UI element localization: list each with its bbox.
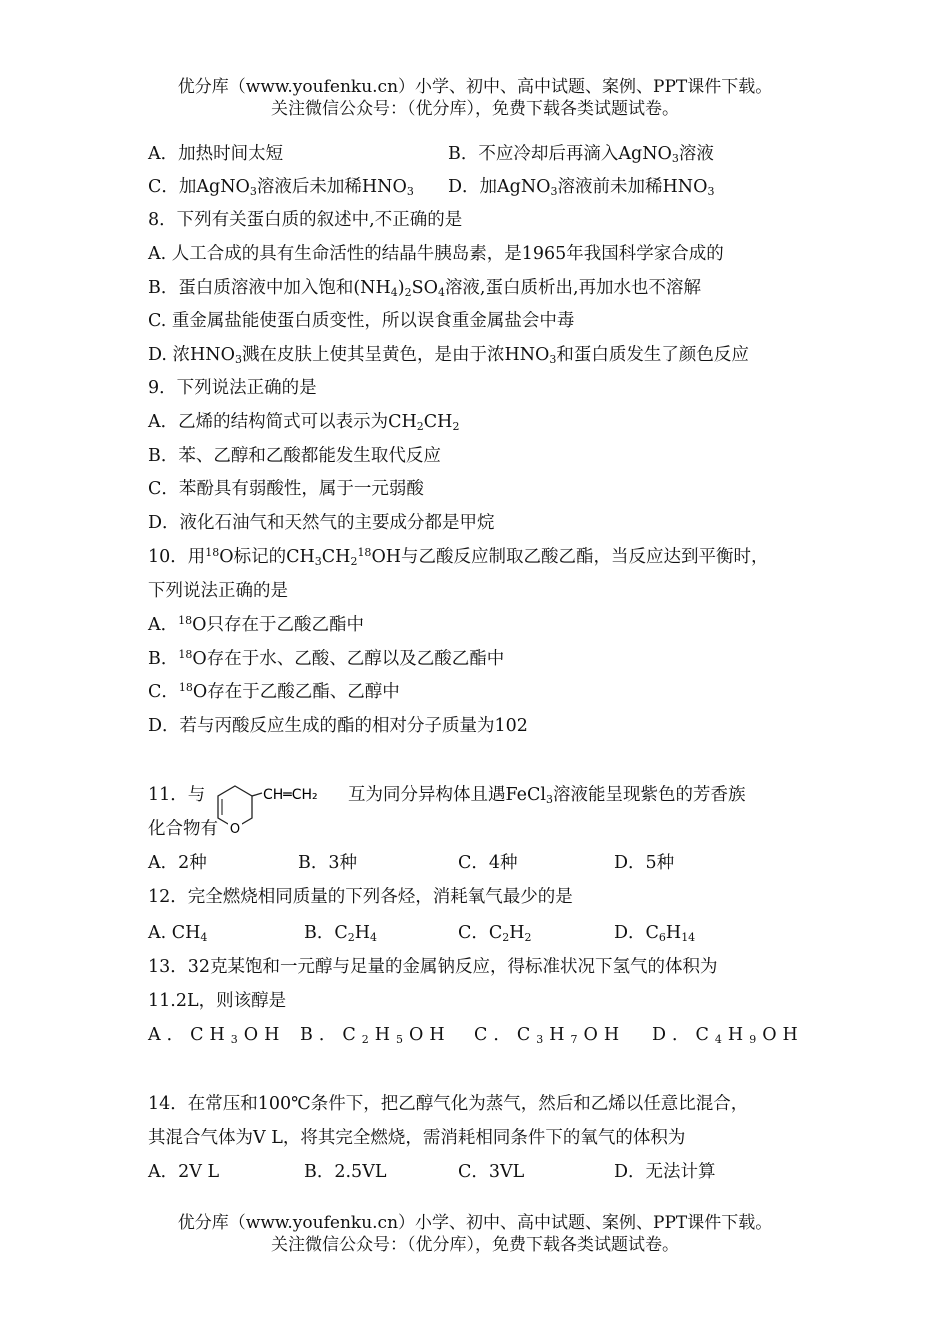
q11-option-c: C．4种 — [458, 853, 518, 873]
q14-stem-line-2: 其混合气体为V L，将其完全燃烧，需消耗相同条件下的氧气的体积为 — [148, 1128, 686, 1148]
q10-stem-line-2: 下列说法正确的是 — [148, 581, 288, 601]
q13-option-b: B．$C_2H_5OH$ — [300, 1025, 451, 1046]
q12-option-c: C．$C_2H_2$ — [458, 923, 532, 944]
q13-option-a: A．$CH_3OH$ — [148, 1025, 286, 1046]
q10-option-a: A．$^{18}$O只存在于乙酸乙酯中 — [148, 614, 364, 635]
q11-option-b: B．3种 — [298, 853, 357, 873]
q11-stem-start: 11．与 — [148, 785, 206, 805]
q9-option-d: D．液化石油气和天然气的主要成分都是甲烷 — [148, 513, 495, 533]
ring-oxygen-label: O — [229, 822, 241, 837]
q9-option-c: C．苯酚具有弱酸性，属于一元弱酸 — [148, 479, 424, 499]
q14-option-c: C．3VL — [458, 1162, 525, 1182]
q14-option-b: B．2.5VL — [304, 1162, 387, 1182]
q13-option-d: D．$C_4H_9OH$ — [652, 1025, 804, 1046]
q11-option-a: A．2种 — [148, 853, 207, 873]
q8-option-a: A. 人工合成的具有生命活性的结晶牛胰岛素，是1965年我国科学家合成的 — [148, 244, 724, 264]
q9-option-b: B．苯、乙醇和乙酸都能发生取代反应 — [148, 446, 441, 466]
q13-option-c: C．$C_3H_7OH$ — [474, 1025, 626, 1046]
q8-option-b: B．蛋白质溶液中加入饱和$(NH_4)_2SO_4$溶液,蛋白质析出,再加水也不溶解 — [148, 278, 702, 299]
q14-stem: 14．在常压和100℃条件下，把乙醇气化为蒸气，然后和乙烯以任意比混合， — [148, 1094, 749, 1114]
vinyl-group-label: CH═CH₂ — [263, 787, 318, 803]
q12-stem: 12．完全燃烧相同质量的下列各烃，消耗氧气最少的是 — [148, 887, 573, 907]
q13-stem: 13．32克某饱和一元醇与足量的金属钠反应，得标准状况下氢气的体积为 — [148, 957, 718, 977]
vinyl-bond — [252, 793, 262, 796]
q7-option-b: B．不应冷却后再滴入AgNO$_3$溶液 — [448, 144, 714, 165]
q11-stem-line-2: 化合物有 — [148, 819, 218, 839]
q9-stem: 9．下列说法正确的是 — [148, 378, 317, 398]
q11-stem-end: 互为同分异构体且遇FeCl$_3$溶液能呈现紫色的芳香族 — [348, 785, 746, 806]
q8-option-d: D. 浓$HNO_3$溅在皮肤上使其呈黄色，是由于浓$HNO_3$和蛋白质发生了颜色反应 — [148, 345, 749, 366]
footer-line-1: 优分库（www.youfenku.cn）小学、初中、高中试题、案例、PPT课件下载。 — [177, 1213, 773, 1233]
pyran-vinyl-structure — [212, 780, 332, 840]
q8-option-c: C. 重金属盐能使蛋白质变性，所以误食重金属盐会中毒 — [148, 311, 575, 331]
q13-stem-line-2: 11.2L，则该醇是 — [148, 991, 287, 1011]
q8-stem: 8．下列有关蛋白质的叙述中,不正确的是 — [148, 210, 463, 230]
q14-option-d: D．无法计算 — [614, 1162, 716, 1182]
q12-option-a: A. $CH_4$ — [148, 923, 208, 944]
header-line-1: 优分库（www.youfenku.cn）小学、初中、高中试题、案例、PPT课件下载。 — [177, 77, 773, 97]
q12-option-b: B．$C_2H_4$ — [304, 923, 378, 944]
q10-option-d: D．若与丙酸反应生成的酯的相对分子质量为102 — [148, 716, 528, 736]
q10-stem: 10．用$^{18}$O标记的$CH_3CH_2^{18}OH$与乙酸反应制取乙酸乙酯，当反应达到平衡时， — [148, 546, 769, 568]
q14-option-a: A．2V L — [148, 1162, 220, 1182]
footer-line-2: 关注微信公众号：（优分库），免费下载各类试题试卷。 — [271, 1235, 679, 1255]
q9-option-a: A．乙烯的结构简式可以表示为$CH_2CH_2$ — [148, 412, 460, 433]
q7-option-a: A．加热时间太短 — [148, 144, 284, 164]
q7-option-c: C．加AgNO$_3$溶液后未加稀$HNO_3$ — [148, 177, 414, 198]
header-line-2: 关注微信公众号：（优分库），免费下载各类试题试卷。 — [271, 99, 679, 119]
q7-option-d: D．加AgNO$_3$溶液前未加稀$HNO_3$ — [448, 177, 715, 198]
q12-option-d: D．$C_6H_{14}$ — [614, 923, 696, 944]
q10-option-b: B．$^{18}$O存在于水、乙酸、乙醇以及乙酸乙酯中 — [148, 648, 505, 669]
q11-option-d: D．5种 — [614, 853, 675, 873]
q10-option-c: C．$^{18}$O存在于乙酸乙酯、乙醇中 — [148, 681, 400, 702]
